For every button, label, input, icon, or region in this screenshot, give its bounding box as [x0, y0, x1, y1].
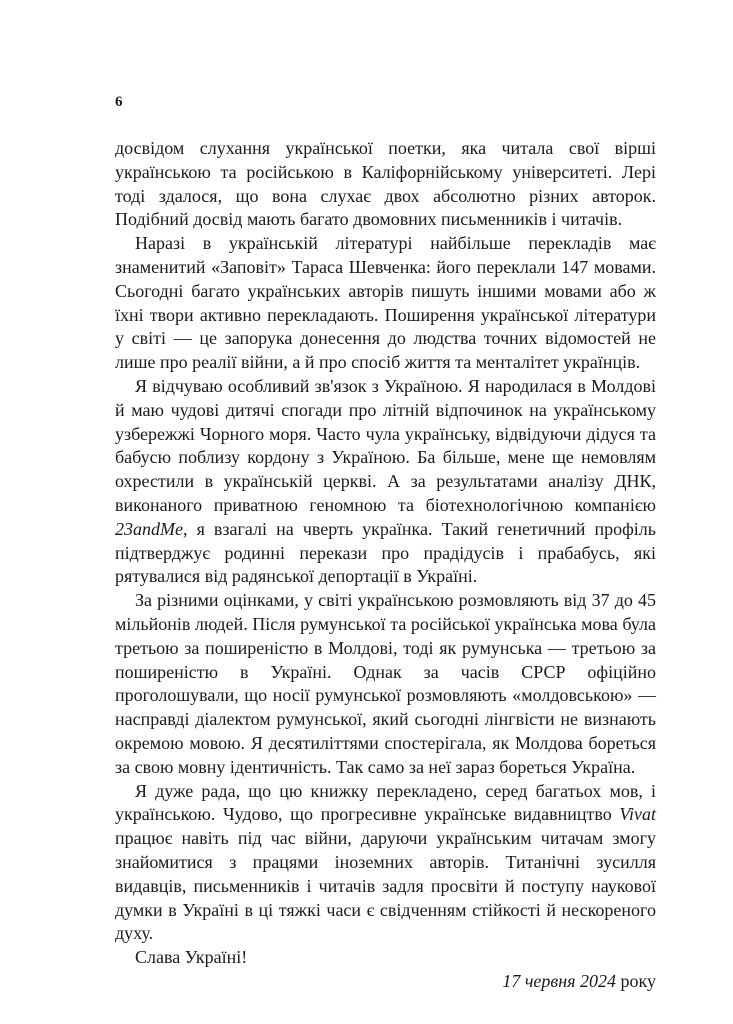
paragraph-6: Слава Україні! [135, 947, 248, 968]
paragraph-5 [115, 780, 656, 947]
paragraph-3 [115, 375, 656, 589]
date-line [115, 970, 656, 994]
paragraph-5-text-a: Я дуже рада, що цю книжку перекладено, серед багатьох мов, і українською. Чудово, що прогресивне українське видавництво [115, 780, 656, 825]
paragraph-3-text-a: Я відчуваю особливий зв'язок з Україною. Я народилася в Молдові й маю чудові дитячі спогади про літній відпочинок на українському узбережжі Чорного моря. Часто чула українську, відвідуючи дідуся та бабусю поблизу кордону з Україною. Ба більше, мене ще немовлям охрестили в українській церкві. А за результатами аналізу ДНК, виконаного приватною геномною та біотехнологічною компанією [115, 375, 656, 515]
paragraph-4: За різними оцінками, у світі українською розмовляють від 37 до 45 мільйонів людей. Після румунської та російської українська мова була третьою за поширеністю в Молдові, тоді як румунська — третьою за поширеністю в Україні. Однак за часів СРСР офіційно проголошували, що носії румунської розмовляють «молдовською» — насправді діалектом румунської, який сьогодні лінгвісти не визнають окремою мовою. Я десятиліттями спостерігала, як Молдова бореться за свою мовну ідентичність. Так само за неї зараз бореться Україна. [115, 590, 656, 777]
date: 17 червня 2024 [502, 970, 616, 991]
company-name: 23andMe [115, 518, 183, 539]
publisher-name: Vivat [619, 804, 656, 825]
body-text [115, 137, 656, 994]
paragraph-5-text-b: працює навіть під час війни, даруючи українським читачам змогу знайомитися з працями іноземних авторів. Титанічні зусилля видавців, письменників і читачів задля просвіти й поступу наукової думки в Україні в ці тяжкі часи є свідченням стійкості й нескореного духу. [115, 828, 656, 944]
paragraph-3-text-b: , я взагалі на чверть українка. Такий генетичний профіль підтверджує родинні перекази про прадідусів і прабабусь, які рятувалися від радянської депортації в Україні. [115, 518, 656, 587]
paragraph-2: Наразі в українській літературі найбільше перекладів має знаменитий «Заповіт» Тараса Шевченка: його переклали 147 мовами. Сьогодні багато українських авторів пишуть іншими мовами або ж їхні твори активно перекладають. Поширення української літератури у світі — це запорука донесення до людства точних відомостей не лише про реалії війни, а й про спосіб життя та менталітет українців. [115, 233, 656, 373]
page-number: 6 [115, 94, 123, 110]
date-suffix: року [616, 970, 656, 991]
paragraph-1: досвідом слухання української поетки, яка читала свої вірші українською та російською в Каліфорнійському університеті. Лері тоді здалося, що вона слухає двох абсолютно різних авторок. Подібний досвід мають багато двомовних письменників і читачів. [115, 138, 656, 230]
